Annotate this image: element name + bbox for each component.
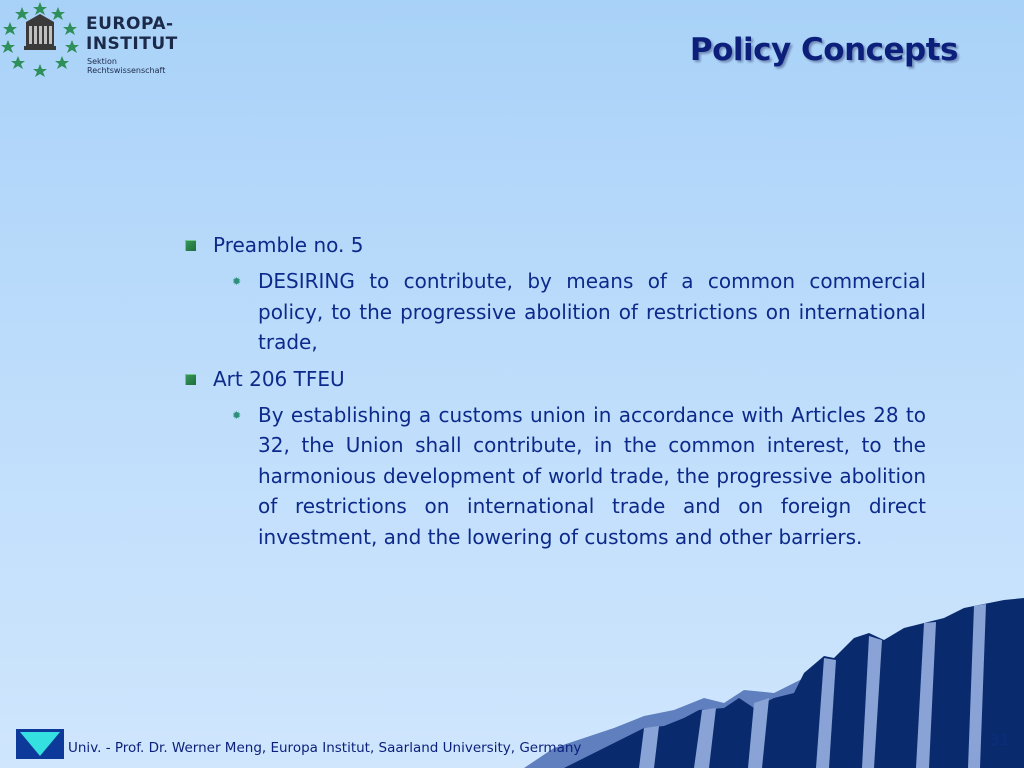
list-item [184,364,926,394]
gear-bullet-icon: ✹ [232,275,242,288]
sub-list-item-text: By establishing a customs union in accordance with Articles 28 to 32, the Union shall contribute, in the common interest, to the harmonious development of world trade, the progressive abolition of restrictions on international trade and on foreign direct investment, and the lowering of customs and other barriers. [258,402,926,549]
list-item-label: Preamble no. 5 [213,233,364,257]
slide-title: Policy Concepts [689,32,958,68]
sub-list-item [232,400,926,553]
mountain-decoration [524,598,1024,768]
list-item-label: Art 206 TFEU [213,366,345,391]
square-bullet-icon [185,240,196,251]
square-bullet-icon [185,374,196,385]
sub-list-item [232,266,926,358]
footer-logo-box [16,729,64,759]
footer-text: Univ. - Prof. Dr. Werner Meng, Europa Institut, Saarland University, Germany [68,740,582,756]
logo-line-2: INSTITUT [86,34,178,54]
gear-bullet-icon: ✹ [232,408,242,422]
page-number: 31 [990,731,1010,749]
slide-content [184,230,926,558]
europa-institut-logo [0,0,190,80]
list-item [184,230,926,260]
eu-stars-emblem-icon [0,0,80,80]
logo-line-3: Sektion Rechtswissenschaft [87,57,166,75]
logo-line-1: EUROPA- [86,14,174,34]
triangle-logo-icon [16,729,64,759]
sub-list-item-text: DESIRING to contribute, by means of a common commercial policy, to the progressive abolition of restrictions on international trade, [258,269,926,354]
